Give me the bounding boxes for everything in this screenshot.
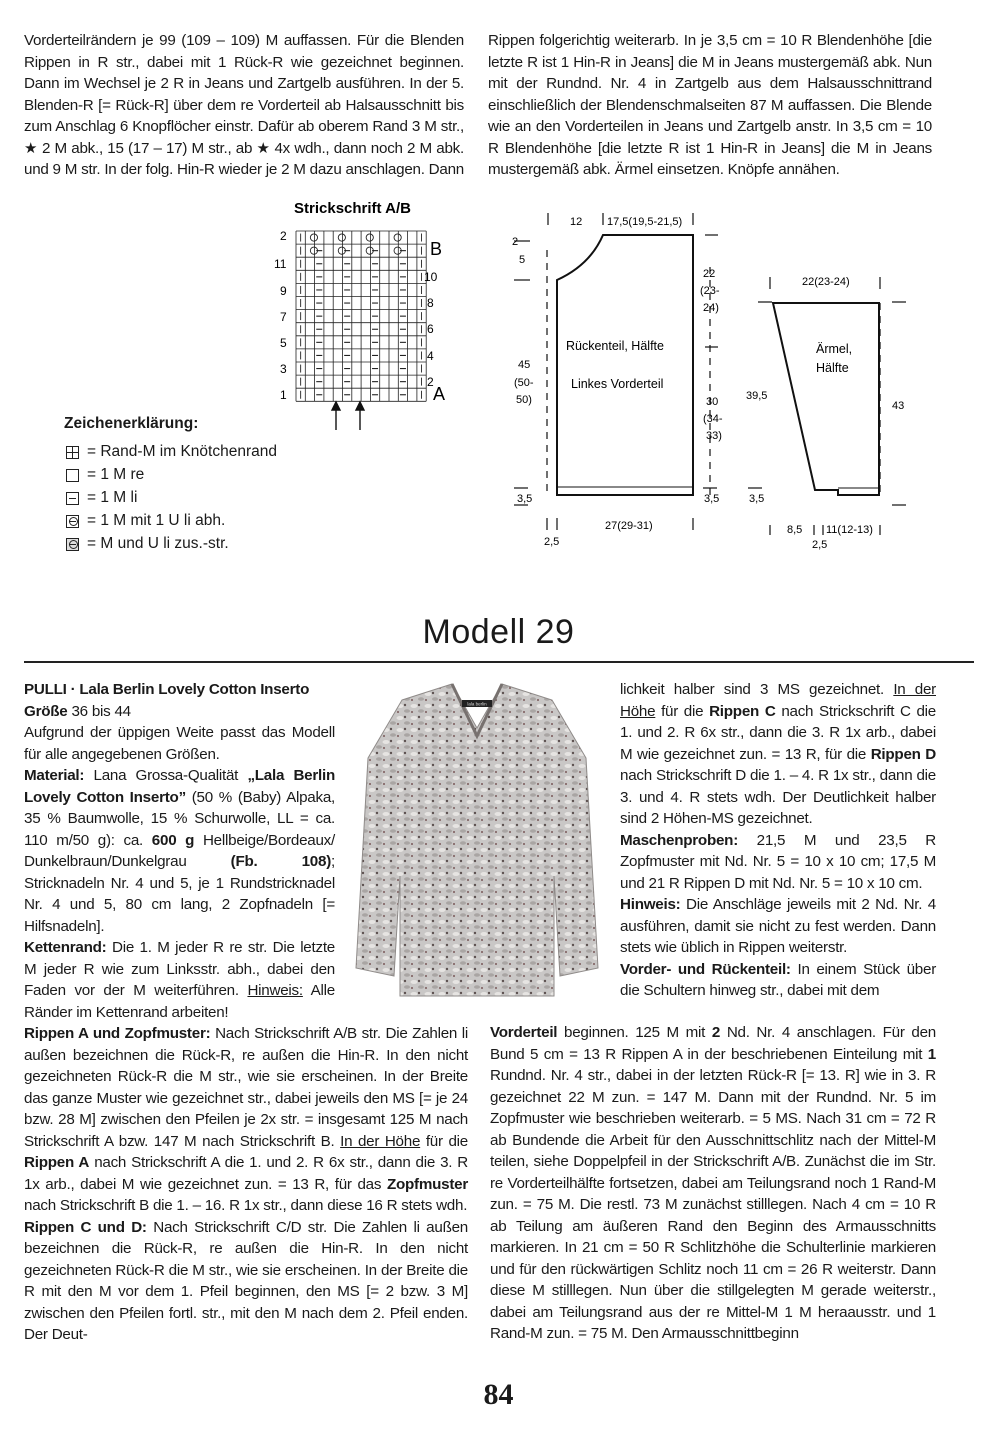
- chart-row-4-right: 4: [427, 349, 434, 363]
- body-right-23: (23-: [700, 285, 720, 297]
- title-rule: [24, 661, 974, 663]
- chart-row-2-left: 2: [280, 229, 287, 243]
- sleeve-outline: [773, 303, 879, 495]
- body-top-width: 17,5(19,5-21,5): [607, 216, 683, 228]
- body-label-back: Rückenteil, Hälfte: [566, 339, 664, 353]
- chart-row-2-right: 2: [427, 375, 434, 389]
- sleeve-bottom-25: 2,5: [812, 539, 828, 551]
- legend-item-edge: = Rand-M im Knötchenrand: [66, 443, 277, 461]
- chart-row-7-left: 7: [280, 310, 287, 324]
- knitting-chart: [260, 195, 470, 440]
- chart-label-a: A: [433, 384, 446, 404]
- chart-row-9-left: 9: [280, 284, 287, 298]
- sweater-photo: [354, 678, 600, 1006]
- legend-item-slip: = 1 M mit 1 U li abh.: [66, 512, 225, 530]
- chart-row-10-right: 10: [424, 270, 438, 284]
- sleeve-bottom-11: 11(12-13): [826, 524, 873, 536]
- sleeve-label-2: Hälfte: [816, 361, 849, 375]
- body-bottom-width: 27(29-31): [605, 520, 653, 532]
- legend-item-purl: = 1 M li: [66, 489, 137, 507]
- sleeve-ticks: [748, 277, 906, 535]
- chart-row-1-left: 1: [280, 388, 287, 402]
- chart-row-3-left: 3: [280, 362, 287, 376]
- sleeve-top-width: 22(23-24): [802, 276, 850, 288]
- article-right: lichkeit halber sind 3 MS gezeichnet. In der Höhe für die Rippen C nach Strickschrift C die 1. und 2. R 6x str., dann die 3. R 1x arb., dabei M wie gezeichnet zun. = 13 R, für die Rippen D nach Strickschrift D die 1. – 4. R 1x str., dann die 3. und 4. R stets wdh. Der Deutlichkeit halber sind 2 Höhen-MS gezeichnet. Maschenproben: 21,5 M und 23,5 R Zopfmuster mit Nd. Nr. 5 = 10 x 10 cm; 17,5 M und 21 R Rippen D mit Nd. Nr. 5 = 10 x 10 cm. Hinweis: Die Anschläge jeweils mit 2 Nd. Nr. 4 ausführen, damit sie nicht zu fest werden. Dann stets wie üblich in Rippen weiterstr. Vorder- und Rückenteil: In einem Stück über die Schultern hinweg str., dabei mit dem: [620, 681, 937, 999]
- chart-label-b: B: [430, 239, 443, 259]
- body-label-front: Linkes Vorderteil: [571, 377, 664, 391]
- slip-yo-icon: [66, 515, 79, 528]
- article-right-bottom: Vorderteil beginnen. 125 M mit 2 Nd. Nr. 4 anschlagen. Für den Bund 5 cm = 13 R Rippen A in der beschriebenen Einteilung mit 1 Rundnd. Nr. 4 str., dabei in der letzten Rück-R [= 13. R] wie in 3. R gezeichnet 22 M zun. = 147 M. Dann mit der Rundnd. Nr. 5 im Zopfmuster wie beschrieben weiterarb. = 5 MS. Nach 31 cm = 72 R ab Bundende die Arbeit für den Ausschnittschlitz nach der Mittel-M teilen, siehe Doppelpfeil in der Strickschrift A/B. Zunächst die im Str. re Vorderteilhälfte fortsetzen, dabei am Teilungsrand noch 1 Rand-M zun. = 75 M. Die restl. 73 M zunächst stilllegen. Nach 4 cm = 10 R ab Teilung am äußeren Rand den Beginn des Armausschnitts markieren. In 21 cm = 50 R Schlitzhöhe die Schulterlinie markieren und für den rückwärtigen Schlitz noch 11 cm = 26 R weiterstr. Dann diese M stilllegen. Nun über die stillgelegten M gerade weiterstr., dabei am Teilungsrand aus der re Mittel-M 1 M heraausstr. und 1 Rand-M zun. = 75 M. Den Armausschnittbeginn: [490, 1024, 936, 1342]
- article-left-top: PULLI · Lala Berlin Lovely Cotton Inserto Größe 36 bis 44 Aufgrund der üppigen Weite passt das Modell für alle angegebenen Größen. Material: Lana Grossa-Qualität „Lala Berlin Lovely Cotton Inserto” (50 % (Baby) Alpaka, 35 % Baumwolle, 15 % Schurwolle, LL = ca. 110 m/50 g): ca. 600 g Hellbeige/Bordeaux/ Dunkelbraun/Dunkelgrau (Fb. 108); Stricknadeln Nr. 4 und 5, je 1 Rundstricknadel Nr. 4 und 5, 80 cm lang, 2 Zopfnadeln [= Hilfsnadeln]. Kettenrand: Die 1. M jeder R re str. Die letzte M jeder R wie zum Linksstr. abh., dabei den Faden vor der M weiterführen. Hinweis: Alle Ränder im Kettenrand arbeiten!: [24, 681, 335, 1021]
- sleeve-bottom-85: 8,5: [787, 524, 803, 536]
- article-header: PULLI · Lala Berlin Lovely Cotton Inserto: [24, 681, 310, 698]
- page-number: 84: [483, 1378, 514, 1411]
- knit-together-icon: [66, 538, 79, 551]
- body-right-24: 24): [703, 302, 719, 314]
- body-left-45: 45: [518, 359, 531, 371]
- chart-row-11-left: 11: [274, 257, 287, 271]
- model-title: Modell 29: [422, 613, 575, 651]
- body-right-33: 33): [706, 430, 722, 442]
- chart-title: Strickschrift A/B: [294, 200, 411, 217]
- sleeve-height-right: 43: [892, 400, 905, 412]
- body-dimension-lines: [547, 250, 710, 495]
- body-ticks: [514, 213, 718, 530]
- body-left-50a: (50-: [514, 377, 534, 389]
- legend-item-together: = M und U li zus.-str.: [66, 535, 229, 553]
- sleeve-height-left: 39,5: [746, 390, 768, 402]
- body-rib-left: 3,5: [517, 493, 533, 505]
- knit-icon: [66, 469, 79, 482]
- chart-row-6-right: 6: [427, 322, 434, 336]
- chart-grid: [296, 231, 426, 401]
- legend-title: Zeichenerklärung:: [64, 415, 199, 432]
- chart-row-8-right: 8: [427, 296, 434, 310]
- top-left-text: Vorderteilrändern je 99 (109 – 109) M auffassen. Für die Blenden Rippen in R str., dabei mit 1 Rück-R wie gezeichnet beginnen. Dann im Wechsel je 2 R in Jeans und Zartgelb ausführen. In der 5. Blenden-R [= Rück-R] über dem re Vorderteil ab Halsausschnitt bis zum Anschlag 6 Knopflöcher einstr. Dafür ab oberem Rand 3 M str., ★ 2 M abk., 15 (17 – 17) M str., ab ★ 4x wdh., dann noch 2 M abk. und 9 M str. In der folg. Hin-R wieder je 2 M dazu anschlagen. Dann: [24, 32, 464, 178]
- body-neck-5: 5: [519, 254, 526, 266]
- body-piece-outline: [557, 235, 693, 495]
- repeat-arrows: [332, 402, 364, 430]
- body-right-34: (34-: [703, 413, 723, 425]
- body-right-22: 22: [703, 268, 716, 280]
- sleeve-label-1: Ärmel,: [816, 342, 853, 356]
- schematic-drawing: [500, 205, 920, 560]
- sweater-body: [356, 684, 598, 996]
- svg-text:lala berlin: lala berlin: [467, 701, 487, 707]
- body-rib-right: 3,5: [704, 493, 720, 505]
- legend-item-knit: = 1 M re: [66, 466, 144, 484]
- body-right-30: 30: [706, 396, 719, 408]
- chart-row-5-left: 5: [280, 336, 287, 350]
- top-right-text: Rippen folgerichtig weiterarb. In je 3,5 cm = 10 R Blendenhöhe [die letzte R ist 1 Hin-R in Jeans] die M in Jeans mustergemäß abk. Nun mit der Rundnd. Nr. 4 in Zartgelb aus dem Halsausschnittrand einschließlich der Blendenschmalseiten 87 M auffassen. Die Blende wie an den Vorderteilen in Jeans und Zartgelb anstr. In 3,5 cm = 10 R Blendenhöhe [die letzte R ist 1 Hin-R in Jeans] die M in Jeans mustergemäß abk. Ärmel einsetzen. Knöpfe annähen.: [488, 32, 932, 178]
- body-neck-2: 2: [512, 236, 519, 248]
- body-left-50b: 50): [516, 394, 532, 406]
- article-left-bottom: Rippen A und Zopfmuster: Nach Strickschrift A/B str. Die Zahlen li außen bezeichnen die Rück-R, re außen die Hin-R. In den nicht gezeichneten Rück-R die M str., wie sie erscheinen. In der Breite das ganze Muster wie gezeichnet str., dabei jeweils den MS [= je 24 bzw. 28 M] zwischen den Pfeilen je 2x str. = insgesamt 125 M nach Strickschrift A bzw. 147 M nach Strickschrift B. In der Höhe für die Rippen A nach Strickschrift A die 1. und 2. R 6x str., dann die 3. R 1x arb., dabei M wie gezeichnet zun. = 13 R, für das Zopfmuster nach Strickschrift B die 1. – 16. R 1x str., dann diese 16 R stets wdh. Rippen C und D: Nach Strickschrift C/D str. Die Zahlen li außen bezeichnen die Rück-R, re außen die Hin-R. In den nicht gezeichneten Rück-R die M str., wie sie erscheinen. In der Breite die R mit den M vor dem 1. Pfeil beginnen, den MS [= 2 bzw. 3 M] zwischen den Pfeilen fortl. str., mit den M nach dem 2. Pfeil enden. Der Deut-: [24, 1025, 468, 1343]
- sleeve-rib: 3,5: [749, 493, 765, 505]
- body-bottom-25: 2,5: [544, 536, 560, 548]
- edge-knot-icon: [66, 446, 79, 459]
- body-top-12: 12: [570, 216, 583, 228]
- purl-icon: [66, 492, 79, 505]
